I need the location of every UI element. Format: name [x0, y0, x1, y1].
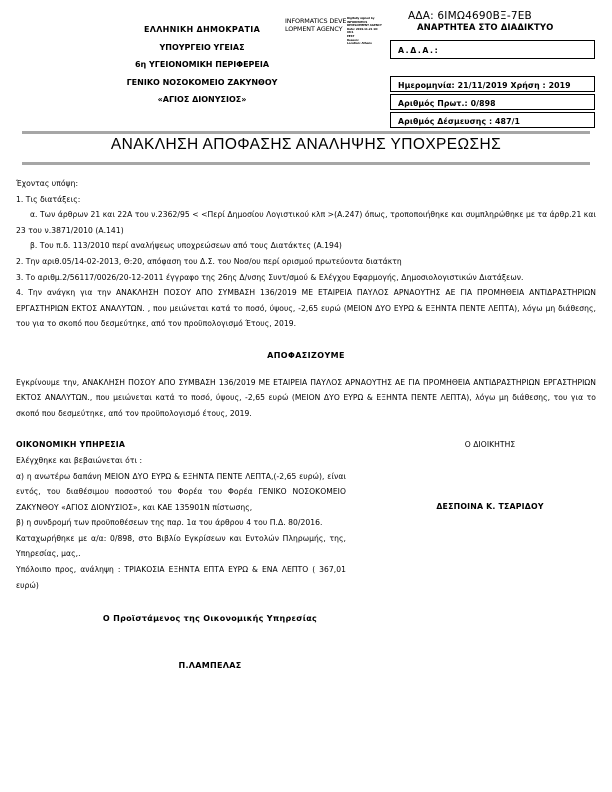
org-line-2: ΥΠΟΥΡΓΕΙΟ ΥΓΕΙΑΣ	[159, 42, 245, 52]
anartitea-label: ΑΝΑΡΤΗΤΕΑ ΣΤΟ ΔΙΑΔΙΚΤΥΟ	[417, 23, 554, 33]
title-rule-top	[22, 131, 590, 134]
director-name: ΔΕΣΠΟΙΝΑ Κ. ΤΣΑΡΙΔΟΥ	[436, 502, 544, 512]
item-1-heading: 1. Τις διατάξεις:	[16, 194, 81, 204]
checked-statement: Ελέγχθηκε και βεβαιώνεται ότι :	[16, 455, 143, 465]
clause-b-text: β) η συνδρομή των προϋποθέσεων της παρ. 1α του άρθρου 4 του Π.Δ. 80/2016.	[16, 518, 323, 528]
spacer	[16, 364, 596, 375]
spacer	[16, 332, 596, 348]
signatory-title: Ο Προϊστάμενος της Οικονομικής Υπηρεσίας	[102, 614, 318, 623]
date-field-box: Ημερομηνία: 21/11/2019 Χρήση : 2019	[390, 76, 595, 92]
decision-text: Εγκρίνουμε την, ΑΝΑΚΛΗΣΗ ΠΟΣΟΥ ΑΠΟ ΣΥΜΒΑΣΗ 136/2019 ΜΕ ΕΤΑΙΡΕΙΑ ΠΑΥΛΟΣ ΑΡΝΑΟΥΤΗΣ ΑΕ ΓΙΑ ΠΡΟΜΗΘΕΙΑ ΑΝΤΙΔΡΑΣΤΗΡΙΩΝ ΕΡΓΑΣΤΗΡΙΩΝ ΕΚΤΟΣ ΑΝΑΛΥΤΩΝ., που μειώνεται κατά το ποσό, ύψους, -2,65 ευρώ (ΜΕΙΟΝ ΔΥΟ ΕΥΡΩ & ΕΞΗΝΤΑ ΠΕΝΤΕ ΛΕΠΤΑ), λόγω μη διάθεσης, του για το σκοπό που δεσμεύτηκε, από τον προϋπολογισμό έτους, 2019.	[16, 377, 596, 418]
org-line-4: ΓΕΝΙΚΟ ΝΟΣΟΚΟΜΕΙΟ ΖΑΚΥΝΘΟΥ	[126, 77, 278, 87]
financial-dept-heading: ΟΙΚΟΝΟΜΙΚΗ ΥΠΗΡΕΣΙΑ	[16, 440, 126, 450]
ada-field-box: Α.Δ.Α.:	[390, 40, 595, 59]
item-3-text: 3. Το αριθμ.2/56117/0026/20-12-2011 έγγραφο της 26ης Δ/νσης Συντ/σμού & Ελέγχου Εφαρμογής, Δημοσιολογιστικών Διατάξεων.	[16, 272, 524, 282]
director-heading: Ο ΔΙΟΙΚΗΤΗΣ	[464, 440, 516, 450]
sig-stamp-line-8: Location: Athens	[347, 41, 372, 46]
protocol-field-box: Αριθμός Πρωτ.: 0/898	[390, 94, 595, 110]
sig-stamp-line-2: INFORMATICS	[347, 19, 368, 24]
title-rule-bottom	[22, 162, 590, 165]
org-line-3: 6η ΥΓΕΙΟΝΟΜΙΚΗ ΠΕΡΙΦΕΡΕΙΑ	[134, 60, 270, 69]
sig-stamp-line-4: Date: 2019.11.21 10:	[347, 26, 378, 31]
sig-stamp-line-6: EEST	[347, 33, 355, 38]
item-4-text: 4. Την ανάγκη για την ΑΝΑΚΛΗΣΗ ΠΟΣΟΥ ΑΠΟ ΣΥΜΒΑΣΗ 136/2019 ΜΕ ΕΤΑΙΡΕΙΑ ΠΑΥΛΟΣ ΑΡΝΑΟΥΤΗΣ ΑΕ ΓΙΑ ΠΡΟΜΗΘΕΙΑ ΑΝΤΙΔΡΑΣΤΗΡΙΩΝ ΕΡΓΑΣΤΗΡΙΩΝ ΕΚΤΟΣ ΑΝΑΛΥΤΩΝ. , που μειώνεται κατά το ποσό, ύψους, -2,65 ευρώ (ΜΕΙΟΝ ΔΥΟ ΕΥΡΩ & ΕΞΗΝΤΑ ΠΕΝΤΕ ΛΕΠΤΑ), λόγω μη διάθεσης, του για το σκοπό που δεσμεύτηκε, από τον προϋπολογισμό Έτους, 2019.	[16, 288, 596, 329]
page-title: ΑΝΑΚΛΗΣΗ ΑΠΟΦΑΣΗΣ ΑΝΑΛΗΨΗΣ ΥΠΟΧΡΕΩΣΗΣ	[110, 136, 502, 153]
digital-signature-stamp	[347, 17, 393, 46]
decision-heading: ΑΠΟΦΑΣΙΖΟΥΜΕ	[267, 350, 345, 360]
item-2-text: 2. Την αριθ.05/14-02-2013, Θ:20, απόφαση του Δ.Σ. του Νοσ/ου περί ορισμού πρωτεύοντα διατάκτη	[16, 256, 402, 266]
financial-section	[16, 437, 596, 593]
registration-text: Καταχωρήθηκε με α/α: 0/898, στο Βιβλίο Εγκρίσεων και Εντολών Πληρωμής, της, Υπηρεσίας, μας,.	[16, 533, 346, 559]
item-1a-text: α. Των άρθρων 21 και 22Α του ν.2362/95 < <Περί Δημοσίου Λογιστικού κλπ >(Α.247) όπως, τροποποιήθηκε και συμπληρώθηκε με τα άρθρ.21 και 23 του ν.3871/2010 (Α.141)	[16, 210, 596, 235]
item-1b-text: β. Του π.δ. 113/2010 περί αναλήψεως υποχρεώσεων από τους Διατάκτες (Α.194)	[30, 241, 342, 251]
sig-stamp-line-5: 08:1	[347, 30, 354, 35]
ida-agency-stamp: INFORMATICS DEVELOPMENT AGENCY	[285, 17, 347, 34]
spacer	[16, 421, 596, 437]
sig-stamp-line-7: Reason:	[347, 37, 359, 42]
commitment-field-box: Αριθμός Δέσμευσης : 487/1	[390, 112, 595, 128]
document-body	[16, 176, 596, 593]
ada-code-line: ΑΔΑ: 6ΙΜΩ4690ΒΞ-7ΕΒ	[408, 10, 532, 22]
clause-a-text: α) η ανωτέρω δαπάνη ΜΕΙΟΝ ΔΥΟ ΕΥΡΩ & ΕΞΗΝΤΑ ΠΕΝΤΕ ΛΕΠΤΑ,(-2,65 ευρώ), είναι εντός, του διαθέσιμου ποσοστού του Φορέα του Φορέα ΓΕΝΙΚΟ ΝΟΣΟΚΟΜΕΙΟ ΖΑΚΥΝΘΟΥ «ΑΓΙΟΣ ΔΙΟΝΥΣΙΟΣ», και ΚΑΕ 135901Ν πίστωσης,	[16, 471, 346, 512]
organization-block	[102, 21, 302, 109]
financial-left-column	[16, 437, 346, 593]
sig-stamp-line-1: Digitally signed by	[347, 17, 375, 20]
org-line-5: «ΑΓΙΟΣ ΔΙΟΝΥΣΙΟΣ»	[157, 95, 247, 104]
preamble-text: Έχοντας υπόψη:	[16, 179, 79, 188]
sig-stamp-line-3: DEVELOPMENT AGENCY	[347, 23, 382, 28]
signatory-name: Π.ΛΑΜΠΕΛΑΣ	[178, 661, 242, 670]
org-line-1: ΕΛΛΗΝΙΚΗ ΔΗΜΟΚΡΑΤΙΑ	[143, 25, 261, 34]
remaining-balance-text: Υπόλοιπο προς, ανάληψη : ΤΡΙΑΚΟΣΙΑ ΕΞΗΝΤΑ ΕΠΤΑ ΕΥΡΩ & ΕΝΑ ΛΕΠΤΟ ( 367,01 ευρώ)	[16, 565, 346, 590]
